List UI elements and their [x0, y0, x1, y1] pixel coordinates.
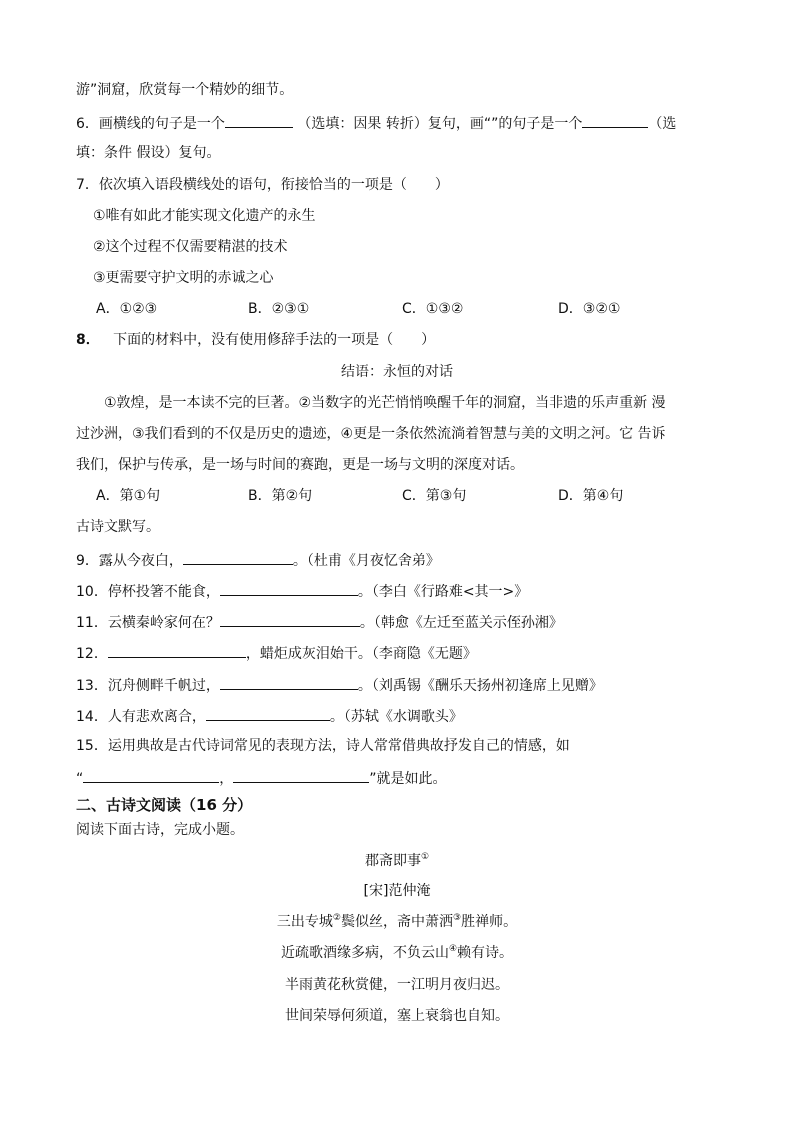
poem-text: 三出专城	[276, 914, 333, 930]
poem-line	[0, 912, 794, 932]
answer-blank[interactable]	[108, 642, 246, 658]
question-text: 12．	[76, 646, 108, 662]
text-line: 填：条件 假设）复句。	[76, 145, 221, 161]
question-9	[76, 549, 440, 571]
answer-blank[interactable]	[183, 549, 293, 565]
question-15-blanks	[76, 767, 447, 789]
passage-line: ①敦煌，是一本读不完的巨著。②当数字的光芒悄悄唤醒千年的洞窟，当非遗的乐声重新 漫	[104, 395, 666, 411]
poem-title	[0, 851, 794, 871]
choice-c[interactable]: C．①③②	[402, 301, 464, 317]
question-13	[76, 674, 603, 696]
question-text: 14．人有悲欢离合，	[76, 709, 206, 725]
question-text: ”就是如此。	[369, 771, 447, 787]
source-note: ，蜡炬成灰泪始干。（李商隐《无题》	[245, 646, 477, 662]
choice-b[interactable]: B．②③①	[248, 301, 310, 317]
footnote-marker: ②	[332, 913, 341, 923]
question-6	[76, 112, 676, 134]
section-title: 结语：永恒的对话	[341, 364, 453, 380]
choice-d[interactable]: D．第④句	[558, 488, 624, 504]
choice-b[interactable]: B．第②句	[248, 488, 313, 504]
separator: ，	[219, 771, 234, 787]
poem-text: 赖有诗。	[457, 945, 514, 961]
question-text: （选	[648, 116, 677, 132]
poem-text: 近疏歌酒缘多病，不负云山	[280, 945, 449, 961]
question-8	[76, 330, 435, 350]
source-note: 。（苏轼《水调歌头》	[329, 709, 463, 725]
sentence-option: ③更需要守护文明的赤诚之心	[93, 270, 274, 286]
question-text: 6．画横线的句子是一个	[76, 116, 225, 132]
text-line: 游”洞窟，欣赏每一个精妙的细节。	[76, 82, 294, 98]
source-note: 。（李白《行路难<其一>》	[357, 584, 529, 600]
question-text: 10．停杯投箸不能食，	[76, 584, 220, 600]
quote-mark: “	[76, 771, 84, 787]
question-text: （选填：因果 转折）复句，画“”的句子是一个	[297, 116, 583, 132]
poem-line: 半雨黄花秋赏健，一江明月夜归迟。	[285, 977, 509, 993]
answer-blank[interactable]	[206, 705, 330, 721]
poem-line: 世间荣辱何须道，塞上衰翁也自知。	[285, 1008, 509, 1024]
poem-text: 胜禅师。	[461, 914, 518, 930]
answer-blank[interactable]	[233, 767, 369, 783]
choice-c[interactable]: C．第③句	[402, 488, 467, 504]
question-15: 15．运用典故是古代诗词常见的表现方法，诗人常常借典故抒发自己的情感，如	[76, 738, 570, 754]
question-7: 7．依次填入语段横线处的语句，衔接恰当的一项是（ ）	[76, 177, 449, 193]
choice-a[interactable]: A．①②③	[96, 301, 158, 317]
question-10	[76, 580, 528, 602]
passage-line: 我们，保护与传承，是一场与时间的赛跑，更是一场与文明的深度对话。	[76, 457, 524, 473]
choice-d[interactable]: D．③②①	[558, 301, 621, 317]
poem-title-text: 郡斋即事	[364, 853, 421, 869]
footnote-marker: ①	[420, 852, 430, 862]
footnote-marker: ④	[448, 944, 458, 954]
answer-blank[interactable]	[225, 112, 293, 128]
poem-text: 鬓似丝，斋中萧洒	[341, 914, 453, 930]
poem-line	[0, 943, 794, 963]
poem-author: [宋]范仲淹	[363, 883, 431, 899]
question-text: 11．云横秦岭家何在？	[76, 615, 220, 631]
question-14	[76, 705, 463, 727]
question-text: 13．沉舟侧畔千帆过，	[76, 678, 220, 694]
answer-blank[interactable]	[220, 611, 360, 627]
part-heading: 二、古诗文阅读（16 分）	[76, 796, 253, 814]
question-text: 9．露从今夜白，	[76, 553, 183, 569]
answer-blank[interactable]	[83, 767, 219, 783]
question-11	[76, 611, 563, 633]
passage-line: 过沙洲，③我们看到的不仅是历史的遗迹，④更是一条依然流淌着智慧与美的文明之河。它 告诉	[76, 426, 666, 442]
sentence-option: ②这个过程不仅需要精湛的技术	[93, 239, 288, 255]
section-heading: 古诗文默写。	[76, 519, 160, 535]
instruction: 阅读下面古诗，完成小题。	[76, 822, 244, 838]
source-note: 。（刘禹锡《酬乐天扬州初逢席上见赠》	[357, 678, 603, 694]
question-12	[76, 642, 477, 664]
answer-blank[interactable]	[582, 112, 648, 128]
answer-blank[interactable]	[220, 580, 358, 596]
question-text: 下面的材料中，没有使用修辞手法的一项是（ ）	[113, 332, 436, 348]
source-note: 。（韩愈《左迁至蓝关示侄孙湘》	[359, 615, 563, 631]
footnote-marker: ③	[453, 913, 462, 923]
choice-a[interactable]: A．第①句	[96, 488, 161, 504]
question-number: 8．	[76, 332, 100, 348]
source-note: 。（杜甫《月夜忆舍弟》	[292, 553, 440, 569]
sentence-option: ①唯有如此才能实现文化遗产的永生	[93, 208, 316, 224]
answer-blank[interactable]	[220, 674, 358, 690]
